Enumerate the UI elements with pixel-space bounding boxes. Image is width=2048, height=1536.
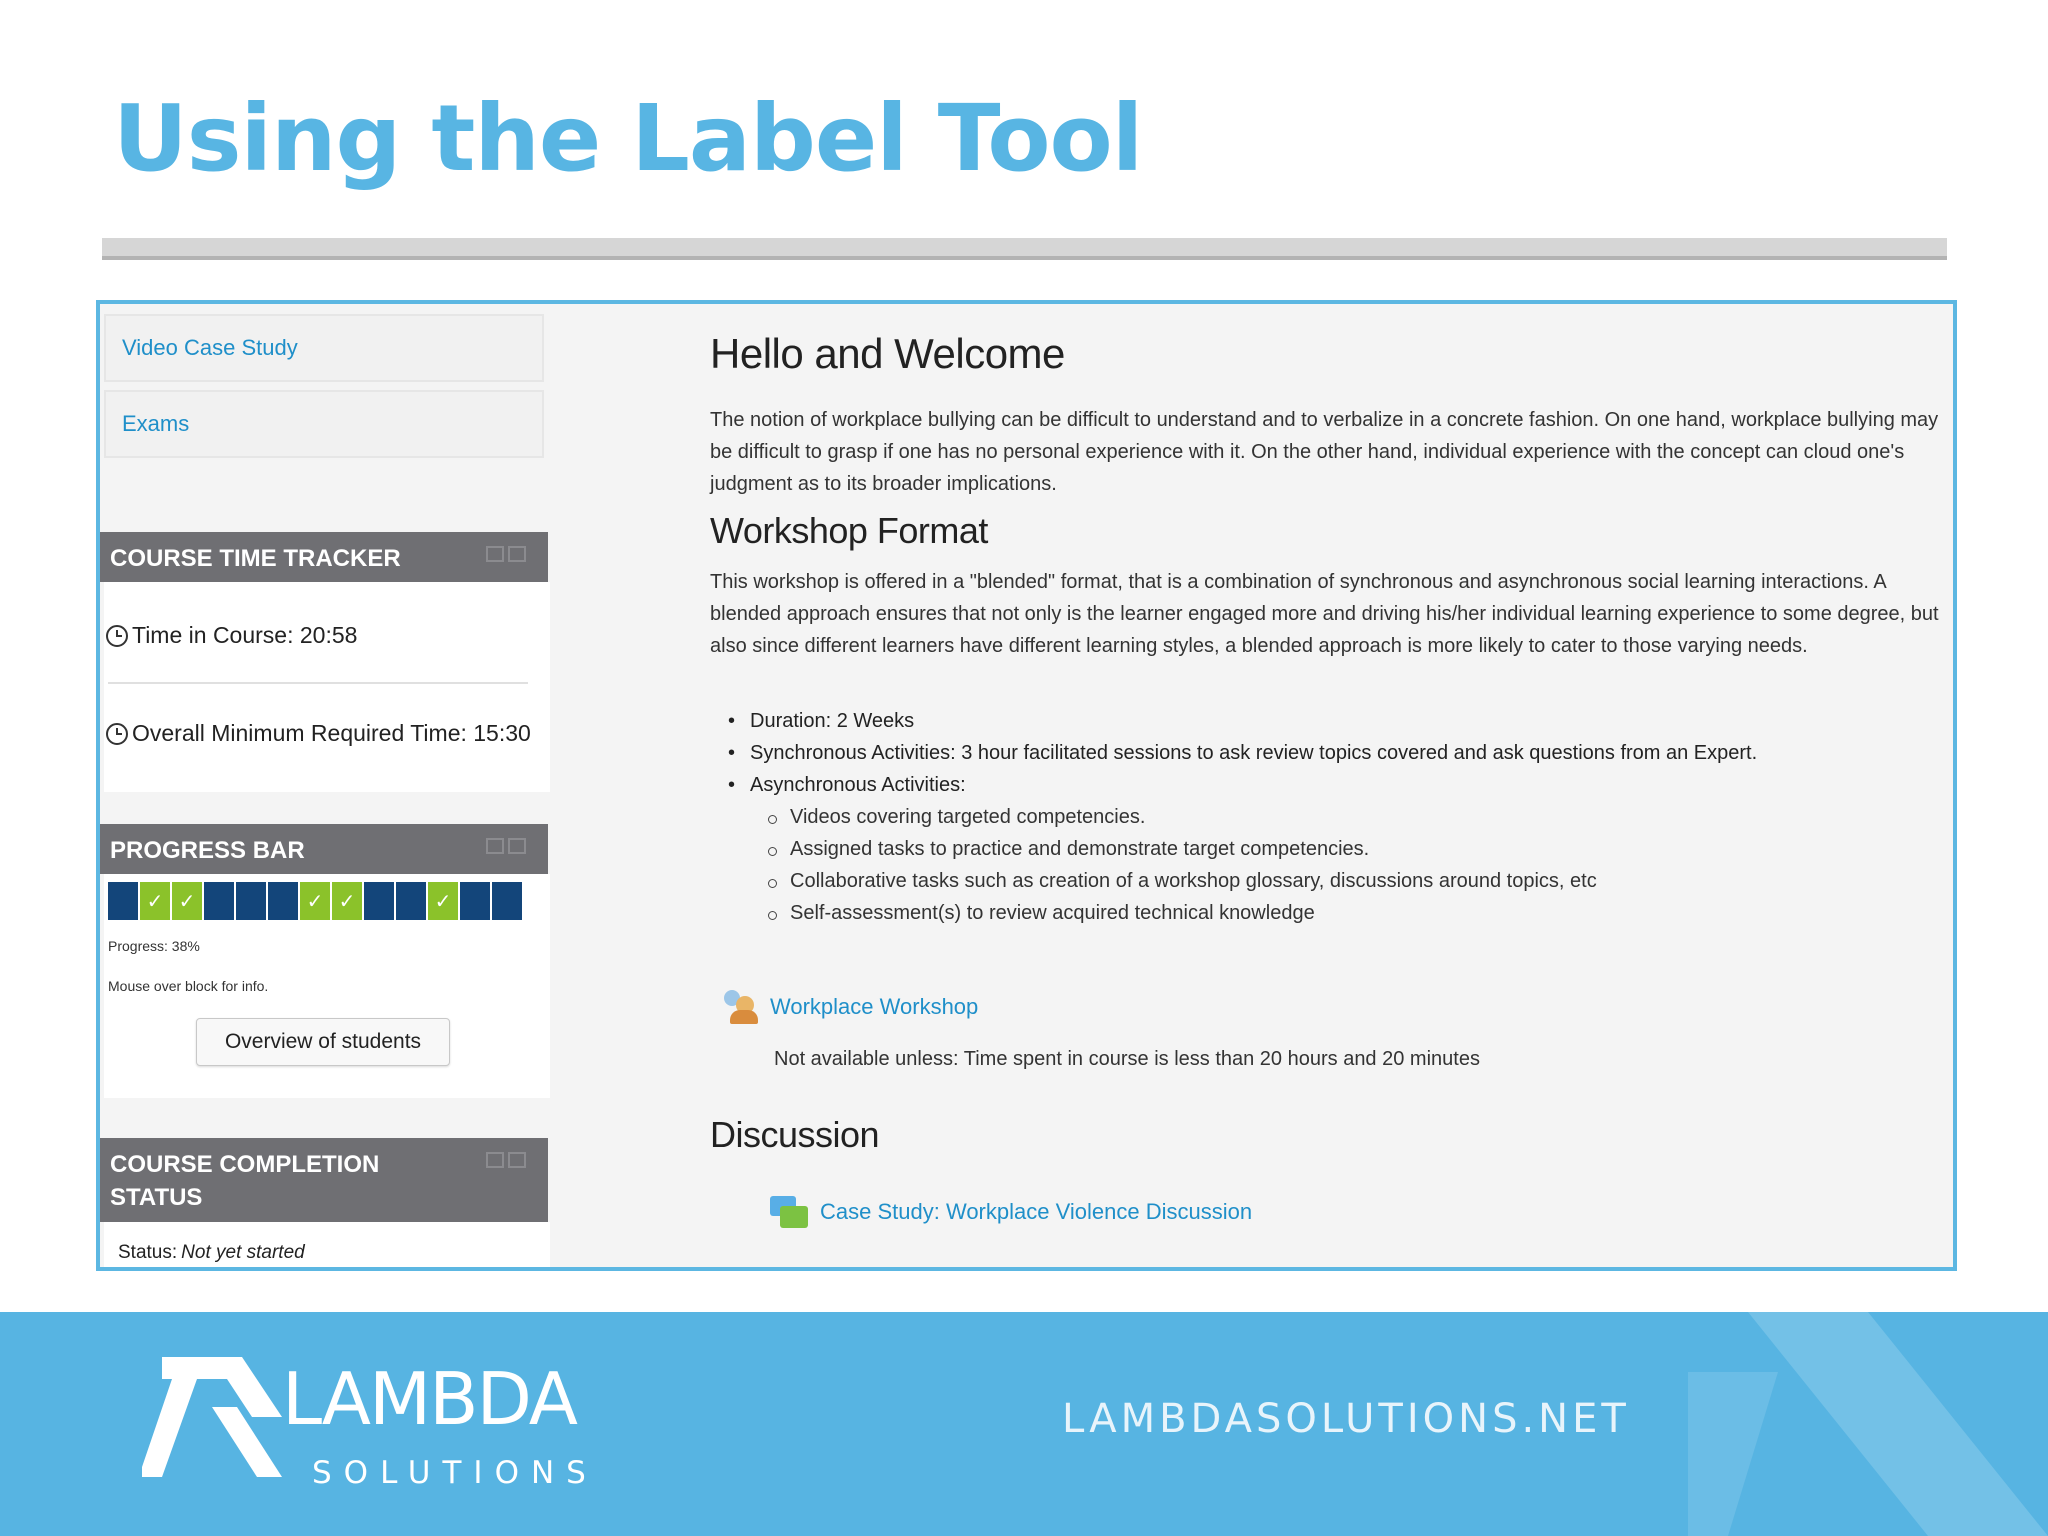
sub-bullet-videos: Videos covering targeted competencies. (790, 806, 1146, 828)
slide-footer (0, 1312, 2048, 1536)
progress-block[interactable] (108, 882, 138, 920)
logo-subtitle: SOLUTIONS (312, 1455, 598, 1491)
website-url[interactable]: LAMBDASOLUTIONS.NET (1062, 1396, 1630, 1442)
status-label: Status: (118, 1242, 178, 1263)
progress-block[interactable] (172, 882, 202, 920)
sidebar-link-exams[interactable]: Exams (104, 390, 544, 458)
workplace-workshop-link[interactable] (722, 988, 978, 1026)
progress-block[interactable] (396, 882, 426, 920)
title-divider (102, 238, 1947, 260)
check-icon: ✓ (306, 890, 324, 913)
completion-status-title-line1: COURSE COMPLETION (110, 1151, 380, 1178)
min-required-row (106, 720, 531, 747)
logo-name: LAMBDA (282, 1357, 576, 1441)
slide-title: Using the Label Tool (113, 85, 1143, 192)
sidebar-link-video-case-study[interactable]: Video Case Study (104, 314, 544, 382)
stopwatch-icon (106, 723, 128, 745)
lambda-logo-icon (142, 1357, 282, 1487)
course-sidebar (100, 304, 552, 1267)
workshop-format-heading: Workshop Format (710, 510, 988, 551)
check-icon: ✓ (434, 890, 452, 913)
time-in-course-text: Time in Course: 20:58 (132, 622, 358, 648)
course-main-content (710, 304, 1950, 1267)
progress-bar-header[interactable] (100, 824, 548, 874)
case-study-discussion-label: Case Study: Workplace Violence Discussion (820, 1199, 1253, 1224)
min-required-text: Overall Minimum Required Time: 15:30 (132, 720, 531, 746)
bullet-asynchronous: • Asynchronous Activities: (750, 774, 966, 797)
lambda-watermark-icon (1688, 1312, 2048, 1536)
check-icon: ✓ (338, 890, 356, 913)
progress-block[interactable] (236, 882, 266, 920)
discussion-heading: Discussion (710, 1114, 880, 1155)
progress-block[interactable] (428, 882, 458, 920)
progress-block[interactable] (204, 882, 234, 920)
progress-block[interactable] (364, 882, 394, 920)
welcome-heading: Hello and Welcome (710, 330, 1065, 377)
completion-status-row (118, 1242, 305, 1264)
chat-icon (770, 1194, 810, 1230)
progress-block[interactable] (300, 882, 330, 920)
completion-status-header[interactable] (100, 1138, 548, 1222)
time-tracker-body (104, 582, 550, 792)
progress-bar-title: PROGRESS BAR (110, 837, 305, 864)
block-collapse-icon[interactable] (486, 546, 526, 562)
status-value: Not yet started (181, 1242, 305, 1263)
progress-text: Progress: 38% (108, 938, 200, 954)
block-collapse-icon[interactable] (486, 838, 526, 854)
bullet-synchronous: • Synchronous Activities: 3 hour facilitated sessions to ask review topics covered and ask questions from an Expert. (750, 742, 1757, 765)
time-tracker-header[interactable] (100, 532, 548, 582)
welcome-paragraph: The notion of workplace bullying can be difficult to understand and to verbalize in a concrete fashion. On one hand, workplace bullying may be difficult to grasp if one has no personal experience with it. On the other hand, individual experience with the concept can cloud one's judgment as to its broader implications. (710, 409, 1939, 495)
progress-block[interactable] (492, 882, 522, 920)
progress-block[interactable] (332, 882, 362, 920)
workplace-workshop-label: Workplace Workshop (770, 994, 979, 1019)
sub-bullet-assigned-tasks: Assigned tasks to practice and demonstrate target competencies. (790, 838, 1370, 860)
progress-block[interactable] (268, 882, 298, 920)
tracker-divider (108, 682, 528, 684)
sub-bullet-collaborative-tasks: Collaborative tasks such as creation of a workshop glossary, discussions around topics, etc (790, 870, 1597, 892)
overview-of-students-button[interactable]: Overview of students (196, 1018, 450, 1066)
check-icon: ✓ (178, 890, 196, 913)
lambda-logo (142, 1357, 598, 1517)
check-icon: ✓ (146, 890, 164, 913)
case-study-discussion-link[interactable] (770, 1194, 1252, 1230)
progress-block[interactable] (140, 882, 170, 920)
workshop-format-paragraph: This workshop is offered in a "blended" format, that is a combination of synchronous and asynchronous social learning interactions. A blended approach ensures that not only is the learner engaged more and driving his/her individual learning experience to some degree, but also since different learners have different learning styles, a blended approach is more likely to cater to those varying needs. (710, 571, 1939, 657)
progress-block[interactable] (460, 882, 490, 920)
bullet-duration: • Duration: 2 Weeks (750, 710, 914, 733)
time-in-course-row (106, 622, 357, 649)
progress-blocks (108, 882, 524, 920)
completion-status-title-line2: STATUS (110, 1184, 203, 1211)
restriction-text: Not available unless: Time spent in course is less than 20 hours and 20 minutes (774, 1048, 1480, 1070)
clock-icon (106, 625, 128, 647)
time-tracker-title: COURSE TIME TRACKER (110, 545, 401, 572)
embedded-screenshot (96, 300, 1957, 1271)
sub-bullet-self-assessment: Self-assessment(s) to review acquired technical knowledge (790, 902, 1315, 924)
people-icon (722, 988, 760, 1026)
progress-hint: Mouse over block for info. (108, 978, 269, 994)
block-collapse-icon[interactable] (486, 1152, 526, 1168)
